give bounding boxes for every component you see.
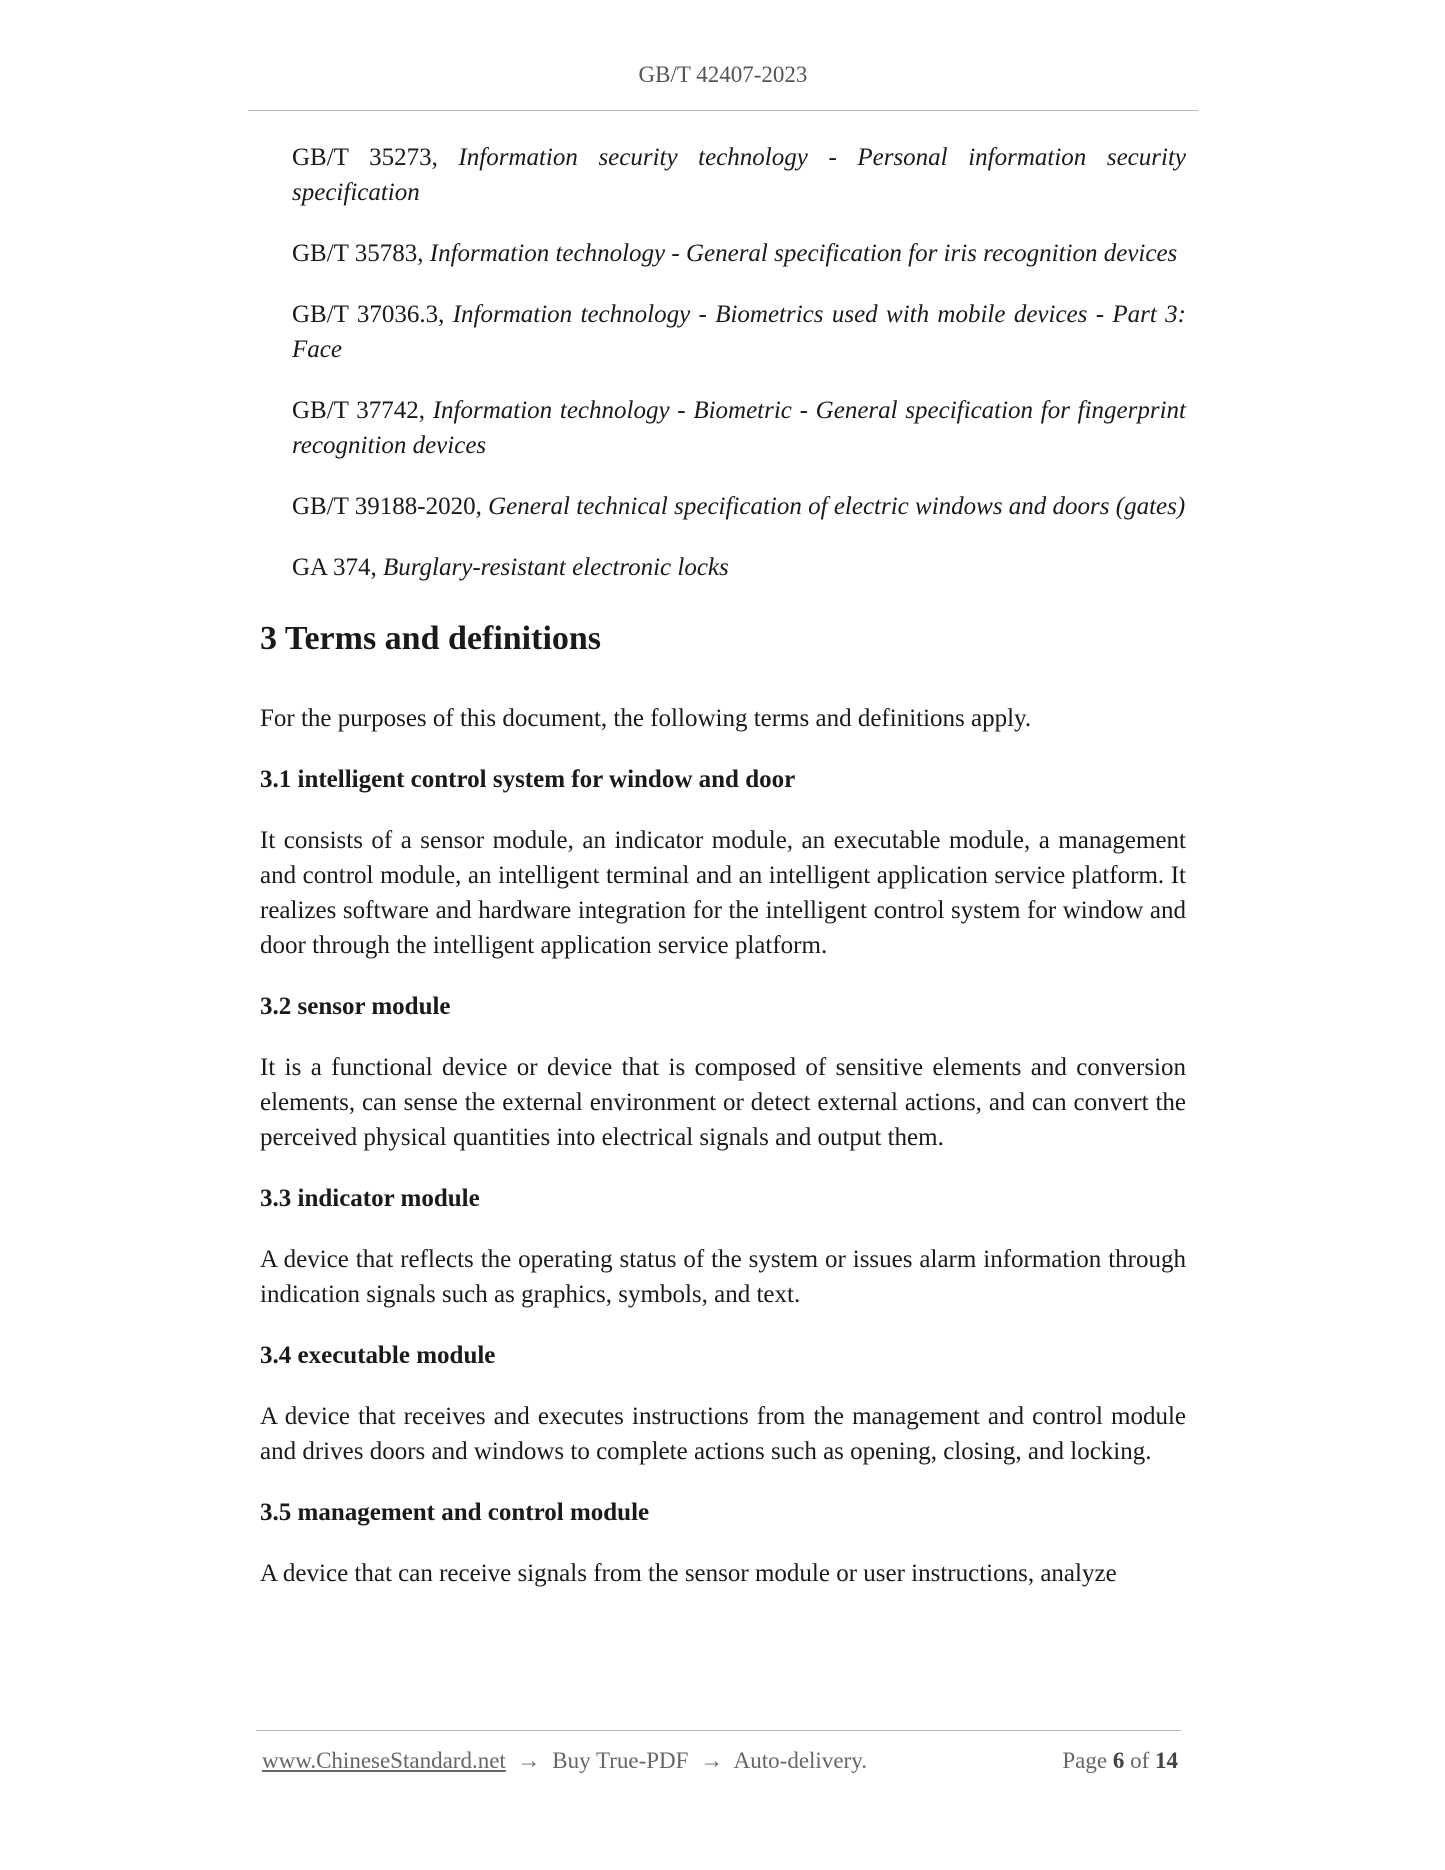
reference-code: GB/T 35783, xyxy=(292,240,424,267)
term-heading: 3.5 management and control module xyxy=(260,1499,650,1526)
page-header: GB/T 42407-2023 xyxy=(638,62,808,87)
page-current: 6 xyxy=(1112,1748,1125,1773)
arrow-right-icon: → xyxy=(517,1748,541,1773)
page-of: of xyxy=(1130,1748,1150,1773)
reference-item xyxy=(260,489,1186,524)
term-heading: 3.4 executable module xyxy=(260,1342,496,1369)
section-intro: For the purposes of this document, the following terms and definitions apply. xyxy=(260,705,1032,732)
reference-item xyxy=(260,393,1186,463)
reference-item xyxy=(260,297,1186,367)
page-number xyxy=(1062,1748,1178,1774)
buy-text: Buy True-PDF xyxy=(552,1748,689,1773)
page-total: 14 xyxy=(1155,1748,1178,1773)
reference-item xyxy=(260,140,1186,210)
page-label: Page xyxy=(1062,1748,1108,1773)
term-definition: It is a functional device or device that is composed of sensitive elements and conversion elements, can sense the external environment or detect external actions, and can convert the perceived physical quantities into electrical signals and output them. xyxy=(260,1054,1186,1151)
reference-code: GB/T 35273, xyxy=(292,144,438,171)
term-definition: A device that receives and executes instructions from the management and control module and drives doors and windows to complete actions such as opening, closing, and locking. xyxy=(260,1403,1186,1465)
delivery-text: Auto-delivery. xyxy=(733,1748,867,1773)
term-heading: 3.2 sensor module xyxy=(260,993,451,1020)
reference-code: GB/T 37742, xyxy=(292,397,425,424)
reference-code: GA 374, xyxy=(292,554,377,581)
footer-promo xyxy=(262,1748,867,1774)
reference-title: Information technology - General specification for iris recognition devices xyxy=(429,240,1178,267)
reference-code: GB/T 37036.3, xyxy=(292,301,445,328)
reference-title: Burglary-resistant electronic locks xyxy=(382,554,729,581)
footer-divider xyxy=(256,1730,1181,1731)
section-heading: 3 Terms and definitions xyxy=(260,620,602,657)
term-definition: A device that can receive signals from the sensor module or user instructions, analyze xyxy=(260,1560,1117,1587)
reference-code: GB/T 39188-2020, xyxy=(292,493,482,520)
term-heading: 3.3 indicator module xyxy=(260,1185,480,1212)
reference-title: General technical specification of electric windows and doors (gates) xyxy=(488,493,1186,520)
reference-item xyxy=(260,236,1186,271)
reference-item xyxy=(260,550,1186,585)
reference-title: Information security technology - Personal information security specification xyxy=(292,144,1186,206)
arrow-right-icon: → xyxy=(700,1748,724,1773)
term-definition: It consists of a sensor module, an indicator module, an executable module, a management and control module, an intelligent terminal and an intelligent application service platform. It realizes software and hardware integration for the intelligent control system for window and door through the intelligent application service platform. xyxy=(260,827,1186,959)
site-link[interactable]: www.ChineseStandard.net xyxy=(262,1748,506,1773)
reference-title: Information technology - Biometrics used with mobile devices - Part 3: Face xyxy=(292,301,1187,363)
page-content xyxy=(260,140,1186,1617)
term-definition: A device that reflects the operating status of the system or issues alarm information through indication signals such as graphics, symbols, and text. xyxy=(260,1246,1186,1308)
header-divider xyxy=(248,110,1198,111)
reference-title: Information technology - Biometric - General specification for fingerprint recognition devices xyxy=(292,397,1187,459)
term-heading: 3.1 intelligent control system for window and door xyxy=(260,766,796,793)
